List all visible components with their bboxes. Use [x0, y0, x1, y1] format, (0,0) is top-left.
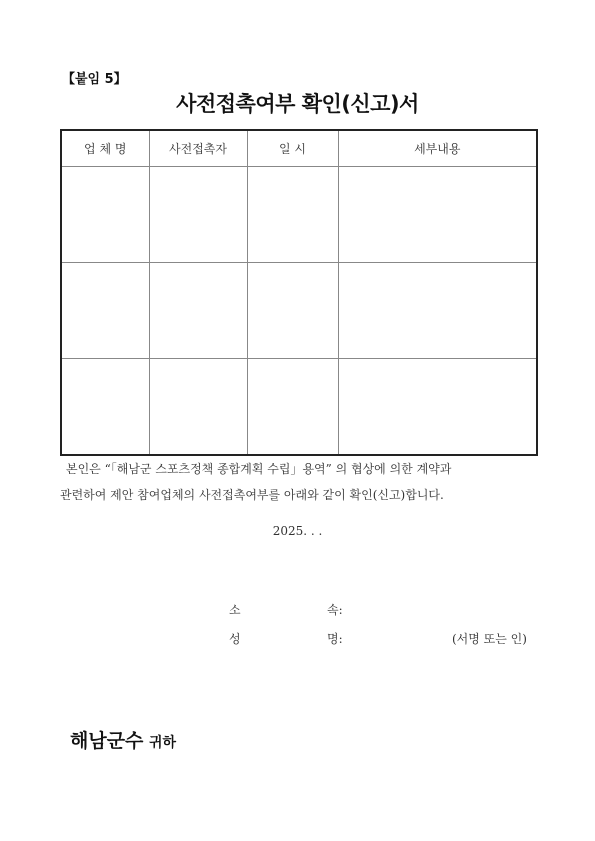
- name-label-char1: 성: [229, 632, 241, 646]
- table-cell[interactable]: [61, 359, 149, 456]
- header-contact-person: 사전접촉자: [149, 130, 247, 167]
- addressee-honorific: 귀하: [149, 735, 177, 751]
- signature-note: (서명 또는 인): [452, 632, 527, 646]
- table-cell[interactable]: [338, 167, 537, 263]
- table-cell[interactable]: [247, 359, 338, 456]
- table-cell[interactable]: [149, 263, 247, 359]
- header-company-name: 업 체 명: [61, 130, 149, 167]
- table-row: [61, 263, 537, 359]
- table-cell[interactable]: [338, 263, 537, 359]
- table-cell[interactable]: [149, 167, 247, 263]
- table-cell[interactable]: [61, 167, 149, 263]
- statement-line-1: 본인은 “「해남군 스포츠정책 종합계획 수립」용역” 의 협상에 의한 계약과: [66, 462, 452, 476]
- table-row: [61, 167, 537, 263]
- statement-line-2: 관련하여 제안 참여업체의 사전접촉여부를 아래와 같이 확인(신고)합니다.: [60, 488, 444, 502]
- document-title: 사전접촉여부 확인(신고)서: [176, 92, 419, 116]
- addressee-name: 해남군수: [70, 730, 144, 752]
- affiliation-label-char2: 속:: [327, 603, 343, 617]
- table-cell[interactable]: [247, 263, 338, 359]
- table-cell[interactable]: [338, 359, 537, 456]
- document-date: 2025. . .: [272, 524, 323, 538]
- header-details: 세부내용: [338, 130, 537, 167]
- table-cell[interactable]: [247, 167, 338, 263]
- attachment-label: 【붙임 5】: [62, 72, 127, 87]
- name-label-char2: 명:: [327, 632, 343, 646]
- table-row: [61, 359, 537, 456]
- statement-paragraph: [60, 456, 540, 508]
- affiliation-label-char1: 소: [229, 603, 241, 617]
- table-cell[interactable]: [149, 359, 247, 456]
- addressee: [70, 726, 176, 753]
- header-date-time: 일 시: [247, 130, 338, 167]
- table-header-row: [61, 130, 537, 167]
- contact-table: [60, 129, 538, 456]
- table-cell[interactable]: [61, 263, 149, 359]
